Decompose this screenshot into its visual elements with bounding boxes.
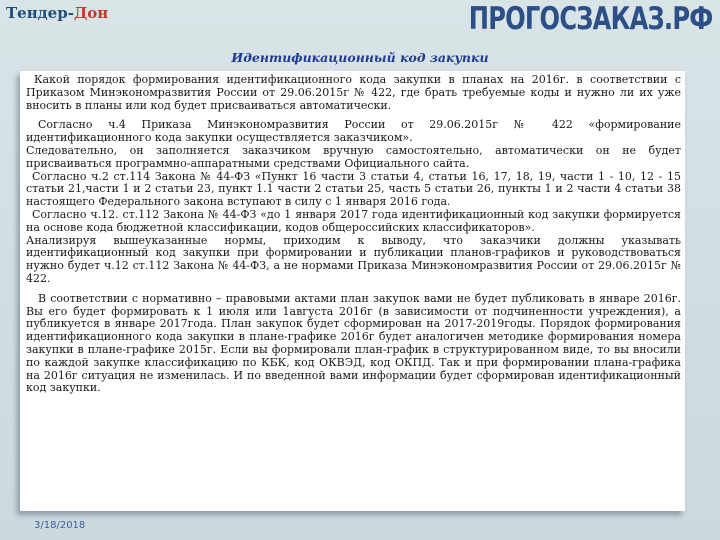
- page-title: Идентификационный код закупки: [231, 50, 489, 65]
- answer-paragraph-4: Согласно ч.12. ст.112 Закона № 44-ФЗ «до 1 января 2017 года идентификационный код закупки формируется на основе кода бюджетной классификации, кодов общероссийских классификаторов».: [26, 207, 681, 234]
- brand-part1: Тендер-: [6, 4, 74, 22]
- content-panel: [20, 71, 685, 511]
- answer-paragraph-3: Согласно ч.2 ст.114 Закона № 44-ФЗ «Пункт 16 части 3 статьи 4, статьи 16, 17, 18, 19, части 1 - 10, 12 - 15 статьи 21,части 1 и 2 статьи 23, пункт 1.1 части 2 статьи 25, часть 5 статьи 26, пункты 1 и 2 части 4 статьи 38 настоящего Федерального закона вступают в силу с 1 января 2016 года.: [26, 169, 681, 209]
- site-logo: ПРОГОСЗАКАЗ.РФ: [468, 1, 712, 37]
- question-paragraph: Какой порядок формирования идентификационного кода закупки в планах на 2016г. в соответствии с Приказом Минэкономразвития России от 29.06.2015г № 422, где брать требуемые коды и нужно ли их уже вносить в планы или код будет присваиваться автоматически.: [26, 73, 681, 112]
- answer-paragraph-6: В соответствии с нормативно – правовыми актами план закупок вами не будет публиковать в январе 2016г. Вы его будет формировать к 1 июля или 1августа 2016г (в зависимости от подчиненности учреждения), а публикуется в январе 2017года. План закупок будет сформирован на 2017-2019годы. Порядок формирования идентификационного кода закупки в плане-графике 2016г будет аналогичен методике формирования номера закупки в плане-графике 2015г. Если вы формировали план-график в структурированном виде, то вы вносили по каждой закупке классификацию по КБК, код ОКВЭД, код ОКПД. Так и при формировании плана-графика на 2016г ситуация не изменилась. И по введенной вами информации будет сформирован идентификационный код закупки.: [26, 291, 681, 395]
- answer-paragraph-2: Следовательно, он заполняется заказчиком вручную самостоятельно, автоматически он не будет присваиваться программно-аппаратными средствами Официального сайта.: [26, 143, 681, 170]
- answer-paragraph-5: Анализируя вышеуказанные нормы, приходим к выводу, что заказчики должны указывать идентификационный код закупки при формировании и публикации планов-графиков и руководствоваться нужно будет ч.12 ст.112 Закона № 44-ФЗ, а не нормами Приказа Минэкономразвития России от 29.06.2015г № 422.: [26, 233, 681, 285]
- slide-date: 3/18/2018: [34, 520, 86, 531]
- brand-part2: Дон: [73, 4, 109, 22]
- brand-title: [6, 4, 108, 22]
- answer-paragraph-1: Согласно ч.4 Приказа Минэкономразвития России от 29.06.2015г № 422 «формирование идентификационного кода закупки осуществляется заказчиком».: [26, 118, 681, 145]
